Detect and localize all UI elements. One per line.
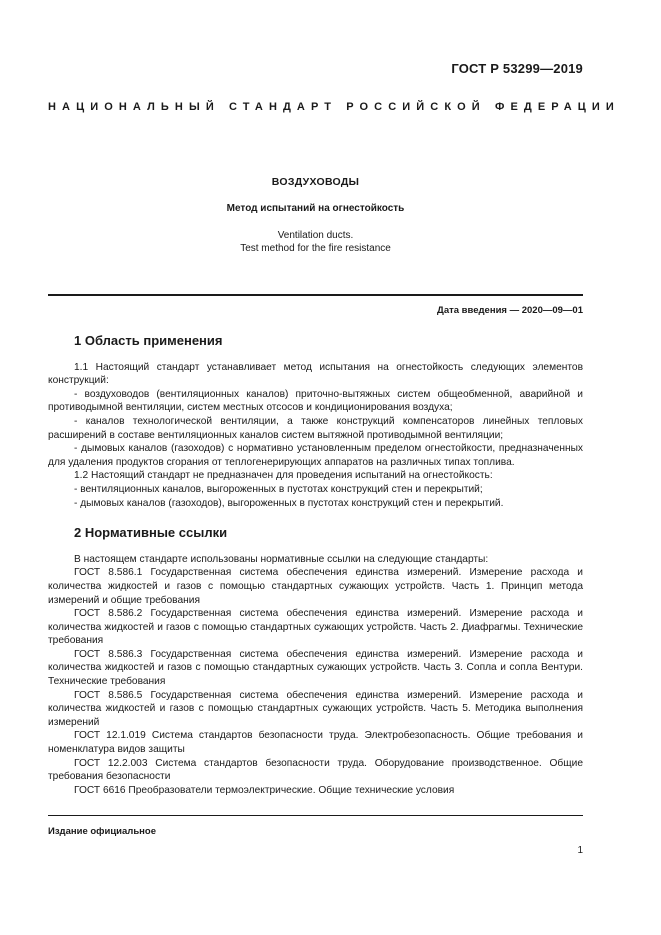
paragraph: 1.2 Настоящий стандарт не предназначен для проведения испытаний на огнестойкость: [74, 470, 493, 482]
section-2-heading: 2 Нормативные ссылки [74, 525, 228, 541]
national-standard-banner: НАЦИОНАЛЬНЫЙ СТАНДАРТ РОССИЙСКОЙ ФЕДЕРАЦИИ [48, 101, 620, 113]
list-item: - воздуховодов (вентиляционных каналов) приточно-вытяжных систем общеобменной, аварийной и противодымной вентиляции, систем местных отсосов и кондиционирования воздуха; [48, 388, 583, 414]
section-1-heading: 1 Область применения [74, 333, 223, 348]
reference-item: ГОСТ 12.2.003 Система стандартов безопасности труда. Оборудование производственное. Общие требования безопасности [48, 757, 583, 783]
title-block [48, 176, 583, 255]
english-title-line-2: Test method for the fire resistance [240, 243, 391, 254]
english-title [48, 229, 583, 255]
reference-item: ГОСТ 8.586.2 Государственная система обеспечения единства измерений. Измерение расхода и количества жидкостей и газов с помощью стандартных сужающих устройств. Часть 2. Диафрагмы. Технические требования [48, 608, 583, 647]
paragraph: 1.1 Настоящий стандарт устанавливает метод испытания на огнестойкость следующих элементов конструкций: [48, 361, 583, 387]
introduction-date: Дата введения — 2020—09—01 [437, 305, 583, 316]
reference-item: ГОСТ 12.1.019 Система стандартов безопасности труда. Электробезопасность. Общие требования и номенклатура видов защиты [48, 730, 583, 756]
footer-divider [48, 815, 583, 816]
page-number: 1 [577, 845, 583, 856]
reference-item: ГОСТ 8.586.5 Государственная система обеспечения единства измерений. Измерение расхода и количества жидкостей и газов с помощью стандартных сужающих устройств. Часть 5. Методика выполнения измерений [48, 689, 583, 728]
official-edition-label: Издание официальное [48, 826, 156, 837]
reference-item: ГОСТ 6616 Преобразователи термоэлектрические. Общие технические условия [74, 784, 455, 796]
list-item: - дымовых каналов (газоходов) с нормативно установленным пределом огнестойкости, предназначенных для удаления продуктов сгорания от теплогенерирующих аппаратов на различных типах топлива. [48, 443, 583, 468]
header-divider [48, 294, 583, 296]
english-title-line-1: Ventilation ducts. [277, 230, 354, 241]
list-item: - вентиляционных каналов, выгороженных в пустотах конструкций стен и перекрытий; [74, 483, 483, 495]
document-body [48, 334, 583, 797]
list-item: - дымовых каналов (газоходов), выгороженных в пустотах конструкций стен и перекрытий. [74, 497, 504, 509]
reference-item: ГОСТ 8.586.3 Государственная система обеспечения единства измерений. Измерение расхода и количества жидкостей и газов с помощью стандартных сужающих устройств. Часть 3. Сопла и сопла Вентури. Технические требования [48, 648, 583, 688]
document-subtitle: Метод испытаний на огнестойкость [226, 203, 405, 214]
list-item: - каналов технологической вентиляции, а также конструкций компенсаторов линейных тепловых расширений в составе вентиляционных каналов систем вытяжной противодымной вентиляции; [48, 415, 583, 441]
gost-number: ГОСТ Р 53299—2019 [451, 61, 583, 76]
reference-item: ГОСТ 8.586.1 Государственная система обеспечения единства измерений. Измерение расхода и количества жидкостей и газов с помощью стандартных сужающих устройств. Часть 1. Принцип метода измерений и общие требования [48, 567, 583, 606]
document-title: ВОЗДУХОВОДЫ [271, 176, 360, 188]
paragraph: В настоящем стандарте использованы нормативные ссылки на следующие стандарты: [74, 553, 489, 565]
